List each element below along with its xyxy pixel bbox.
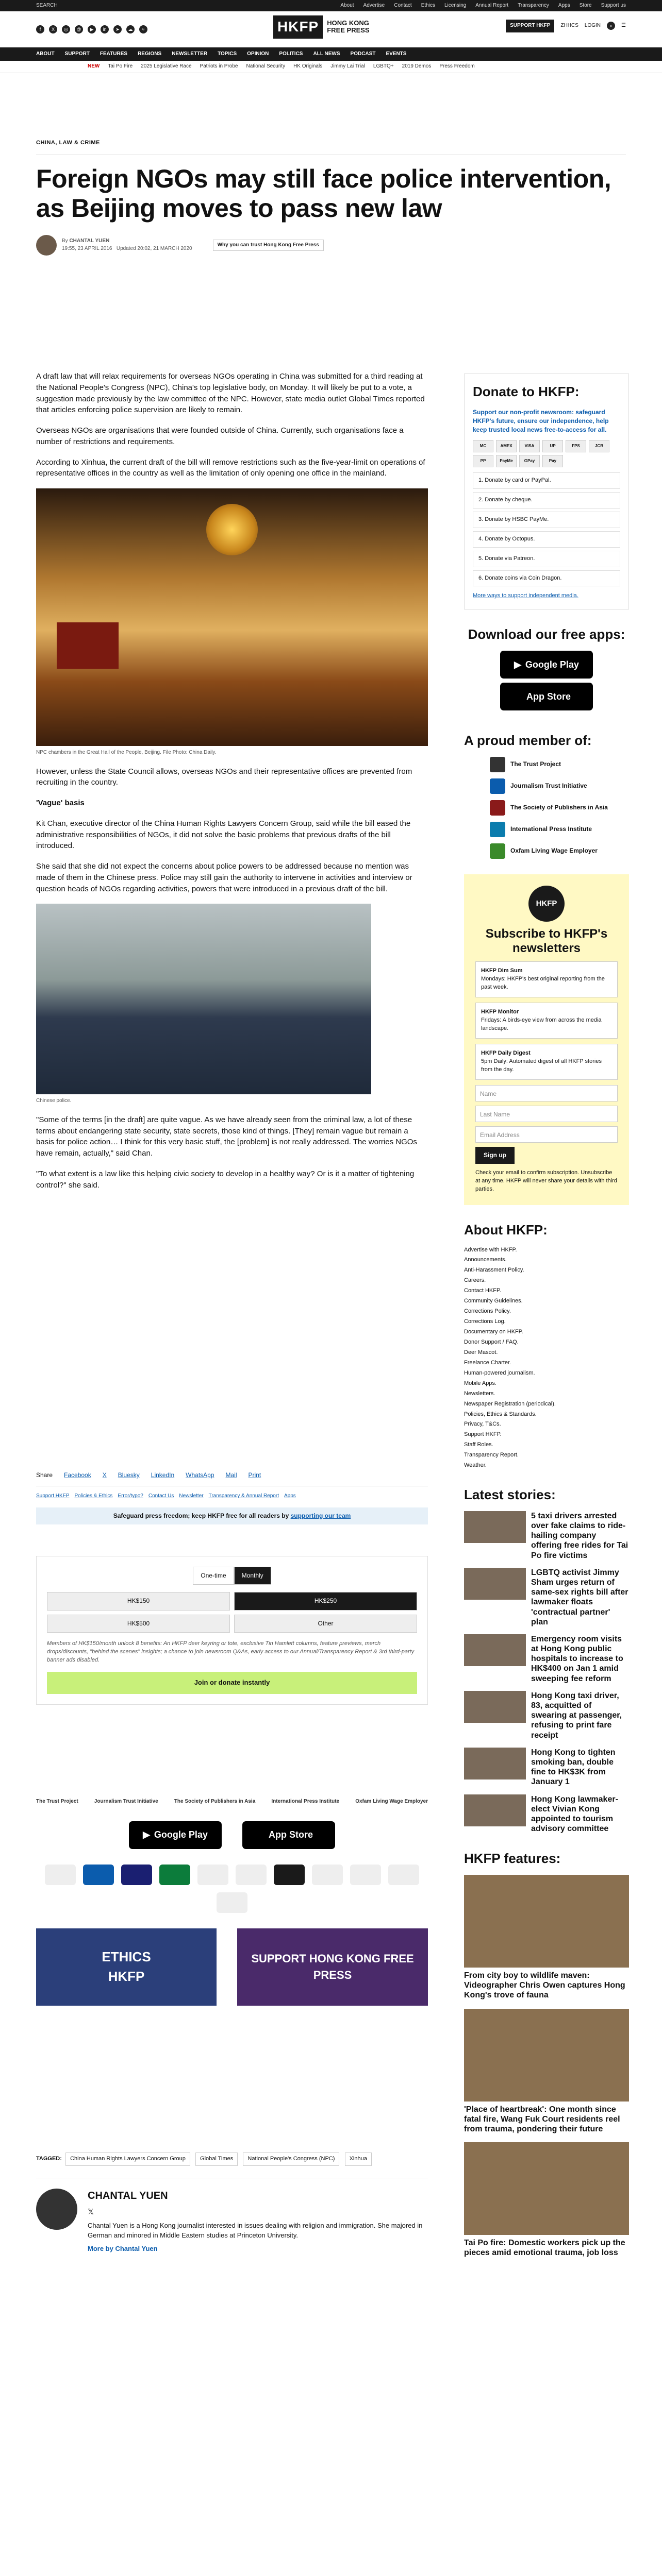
latest-title: Latest stories: <box>464 1487 556 1503</box>
police-photo <box>36 904 371 1094</box>
story-thumbnail[interactable] <box>464 1634 526 1666</box>
about-item[interactable]: Deer Mascot. <box>464 1349 498 1355</box>
site-logo[interactable]: HKFP HONG KONG FREE PRESS <box>273 15 370 39</box>
tag[interactable]: China Human Rights Lawyers Concern Group <box>65 2153 190 2166</box>
about-item[interactable]: Corrections Log. <box>464 1318 506 1325</box>
payme-icon: PayMe <box>496 455 517 467</box>
about-item[interactable]: Human-powered journalism. <box>464 1369 535 1376</box>
promo-ads <box>36 1928 428 2006</box>
tab-monthly[interactable]: Monthly <box>234 1567 271 1585</box>
facebook-icon[interactable]: f <box>36 25 44 33</box>
amount-other[interactable]: Other <box>234 1615 417 1633</box>
latest-story[interactable] <box>464 1794 629 1834</box>
google-play-button[interactable]: ▶ Google Play <box>129 1821 222 1849</box>
npc-photo <box>36 488 428 746</box>
trending-item[interactable]: Jimmy Lai Trial <box>330 63 365 70</box>
top-bar <box>0 0 662 11</box>
name-input[interactable]: Name <box>475 1085 618 1101</box>
feature-title[interactable]: Tai Po fire: Domestic workers pick up the pieces amid emotional trauma, job loss <box>464 2239 625 2258</box>
nav-item[interactable]: ABOUT <box>36 50 55 57</box>
share-mail[interactable]: Mail <box>225 1471 237 1479</box>
feature-story[interactable] <box>464 2009 629 2134</box>
login-link[interactable]: LOGIN <box>584 23 601 28</box>
paragraph: "To what extent is a law like this helping civic society to develop in a healthy way? Or is it a matter of tightening control?" she said. <box>36 1169 415 1190</box>
story-title[interactable]: Hong Kong taxi driver, 83, acquitted of swearing at passenger, refusing to print fare receipt <box>531 1691 622 1740</box>
search-icon[interactable]: ⌕ <box>607 22 615 30</box>
footer-link[interactable]: Contact Us <box>148 1493 174 1499</box>
latest-story[interactable] <box>464 1568 629 1627</box>
about-item[interactable]: Newspaper Registration (periodical). <box>464 1400 556 1407</box>
top-link[interactable]: Licensing <box>444 2 467 8</box>
trending-item[interactable]: 2025 Legislative Race <box>141 63 192 70</box>
about-item[interactable]: Contact HKFP. <box>464 1287 501 1294</box>
top-link[interactable]: About <box>340 2 354 8</box>
trust-link[interactable]: Why you can trust Hong Kong Free Press <box>213 240 324 251</box>
author-photo[interactable] <box>36 2189 77 2230</box>
members-panel <box>464 731 629 859</box>
support-ad[interactable]: SUPPORT HONG KONG FREE PRESS <box>237 1928 428 2006</box>
donate-intro[interactable]: Support our non-profit newsroom: safeguard HKFP's future, ensure our independence, help keep trusted local news free-to-access for all. <box>473 408 609 434</box>
story-title[interactable]: Emergency room visits at Hong Kong public hospitals to increase to HK$400 on Jan 1 amid sweeping fee reform <box>531 1634 623 1683</box>
share-linkedin[interactable]: LinkedIn <box>151 1471 175 1479</box>
trending-item[interactable]: HK Originals <box>293 63 323 70</box>
social-icons <box>36 25 147 33</box>
feature-story[interactable] <box>464 1875 629 2001</box>
share-label: Share <box>36 1471 53 1479</box>
nav-item[interactable]: SUPPORT <box>64 50 90 57</box>
ethics-ad[interactable]: ETHICS HKFP <box>36 1928 217 2006</box>
trending-item[interactable]: National Security <box>246 63 286 70</box>
share-row <box>36 1471 428 1524</box>
amount-150[interactable]: HK$150 <box>47 1592 230 1610</box>
google-play-button[interactable]: ▶ Google Play <box>500 651 593 679</box>
footer-badges <box>36 1798 428 2006</box>
latest-story[interactable] <box>464 1748 629 1787</box>
donate-method[interactable]: 1. Donate by card or PayPal. <box>473 472 620 489</box>
tab-one-time[interactable]: One-time <box>193 1567 234 1585</box>
story-thumbnail[interactable] <box>464 1691 526 1723</box>
footer-link[interactable]: Policies & Ethics <box>74 1493 113 1499</box>
nav-item[interactable]: FEATURES <box>100 50 128 57</box>
alipay-icon <box>274 1865 305 1885</box>
paragraph: She said that she did not expect the concerns about police powers to be addressed because no mention was made of them in the Chinese press. Police may still gain the authority to intervene in activities and interview or question heads of NGOs regarding activities, powers that were introduced in a previous draft of the bill. <box>36 862 412 893</box>
more-ways-link[interactable]: More ways to support independent media. <box>473 592 578 599</box>
share-facebook[interactable]: Facebook <box>64 1471 91 1479</box>
about-panel <box>464 1221 629 1470</box>
latest-story[interactable] <box>464 1691 629 1740</box>
top-link[interactable]: Contact <box>394 2 412 8</box>
newsletter-panel <box>464 874 629 1205</box>
apps-title: Download our free apps: <box>468 626 625 642</box>
story-title[interactable]: Hong Kong to tighten smoking ban, double fine to HK$3K from January 1 <box>531 1748 616 1787</box>
about-item[interactable]: Anti-Harassment Policy. <box>464 1267 524 1274</box>
about-item[interactable]: Community Guidelines. <box>464 1298 523 1304</box>
youtube-icon[interactable]: ▶ <box>88 25 96 33</box>
trending-item[interactable]: LGBTQ+ <box>373 63 394 70</box>
top-link[interactable]: Ethics <box>421 2 435 8</box>
story-thumbnail[interactable] <box>464 1748 526 1780</box>
member-trust-project[interactable]: The Trust Project <box>490 757 629 772</box>
sidebar <box>464 374 629 2266</box>
share-print[interactable]: Print <box>248 1471 261 1479</box>
about-item[interactable]: Donor Support / FAQ. <box>464 1338 519 1345</box>
rss-icon[interactable]: ≈ <box>139 25 147 33</box>
play-icon: ▶ <box>143 1829 150 1840</box>
tags-label: TAGGED: <box>36 2156 62 2162</box>
member-badge[interactable]: The Society of Publishers in Asia <box>174 1799 256 1804</box>
paragraph: However, unless the State Council allows, overseas NGOs and their representative offices are prevented from recruiting in the country. <box>36 767 412 787</box>
feature-image[interactable] <box>464 2009 629 2102</box>
donate-method[interactable]: 3. Donate by HSBC PayMe. <box>473 512 620 528</box>
main-nav <box>0 47 662 61</box>
mastercard-icon: MC <box>473 440 493 452</box>
feature-title[interactable]: From city boy to wildlife maven: Videographer Chris Owen captures Hong Kong's trove of fauna <box>464 1971 625 2000</box>
newsletter-option[interactable]: HKFP Dim Sum Mondays: HKFP's best original reporting from the past week. <box>475 961 618 997</box>
last-name-input[interactable]: Last Name <box>475 1106 618 1122</box>
donate-title: Donate to HKFP: <box>473 384 580 399</box>
share-whatsapp[interactable]: WhatsApp <box>186 1471 214 1479</box>
top-link[interactable]: Store <box>579 2 592 8</box>
donate-method[interactable]: 4. Donate by Octopus. <box>473 531 620 548</box>
footer-links <box>36 1493 428 1500</box>
member-badge[interactable]: The Trust Project <box>36 1799 78 1804</box>
visa-icon: VISA <box>519 440 540 452</box>
trending-bar <box>0 61 662 73</box>
applepay-icon <box>217 1892 247 1913</box>
about-item[interactable]: Mobile Apps. <box>464 1380 496 1386</box>
donate-method[interactable]: 2. Donate by cheque. <box>473 492 620 509</box>
paypal-icon: PP <box>473 455 493 467</box>
about-item[interactable]: Freelance Charter. <box>464 1359 511 1366</box>
applepay-icon: Pay <box>542 455 563 467</box>
jcb-icon <box>350 1865 381 1885</box>
about-item[interactable]: Support HKFP. <box>464 1431 502 1438</box>
image-caption: Chinese police. <box>36 1098 72 1104</box>
oxfam-icon <box>490 843 505 859</box>
footer-link[interactable]: Error/typo? <box>118 1493 143 1499</box>
about-item[interactable]: Weather. <box>464 1462 487 1469</box>
fps-icon <box>197 1865 228 1885</box>
latest-story[interactable] <box>464 1511 629 1561</box>
fps-icon: FPS <box>566 440 586 452</box>
app-store-button[interactable]: App Store <box>242 1821 335 1849</box>
paragraph: Overseas NGOs are organisations that were founded outside of China. Currently, such organisations face a number of restrictions and requirements. <box>36 426 404 446</box>
gpay-icon: GPay <box>519 455 540 467</box>
member-badge[interactable]: International Press Institute <box>271 1799 340 1804</box>
support-hkfp-button[interactable]: SUPPORT HKFP <box>506 20 554 32</box>
member-oxfam[interactable]: Oxfam Living Wage Employer <box>490 843 629 859</box>
menu-icon[interactable]: ☰ <box>621 23 626 28</box>
author-bio <box>36 2189 428 2254</box>
story-title[interactable]: LGBTQ activist Jimmy Sham urges return of same-sex rights bill after lawmaker floats 'contractual partner' plan <box>531 1568 628 1626</box>
signup-button[interactable]: Sign up <box>475 1147 515 1164</box>
newsletter-option[interactable]: HKFP Daily Digest 5pm Daily: Automated digest of all HKFP stories from the day. <box>475 1044 618 1080</box>
feature-title[interactable]: 'Place of heartbreak': One month since fatal fire, Wang Fuk Court residents reel from trauma, pondering their future <box>464 2105 620 2133</box>
share-x[interactable]: X <box>102 1471 107 1479</box>
amount-250[interactable]: HK$250 <box>234 1592 417 1610</box>
trending-item[interactable]: 2019 Demos <box>402 63 432 70</box>
support-team-link[interactable]: supporting our team <box>290 1512 351 1519</box>
telegram-icon[interactable]: ➤ <box>113 25 122 33</box>
jcb-icon: JCB <box>589 440 609 452</box>
search-link[interactable]: SEARCH <box>36 2 58 8</box>
member-jti[interactable]: Journalism Trust Initiative <box>490 778 629 794</box>
x-icon[interactable]: 𝕏 <box>88 2207 94 2216</box>
logo-line2: FREE PRESS <box>327 26 370 35</box>
amex-icon <box>83 1865 114 1885</box>
about-item[interactable]: Announcements. <box>464 1257 507 1263</box>
gpay-icon <box>388 1865 419 1885</box>
paragraph: A draft law that will relax requirements for overseas NGOs operating in China was submitted for a third reading at the National People's Congress (NPC), China's top legislative body, on Monday. It will likely be put to a vote, a suggestion made previously by the law committee of the NPC. However, state media outlet Global Times reported that articles enforcing police supervision are likely to remain. <box>36 372 425 415</box>
features-list <box>464 1875 629 2258</box>
newsletter-title: Subscribe to HKFP's newsletters <box>485 926 608 956</box>
donate-widget <box>36 1556 428 1705</box>
about-item[interactable]: Careers. <box>464 1277 486 1284</box>
tag[interactable]: Global Times <box>195 2153 238 2166</box>
join-donate-button[interactable]: Join or donate instantly <box>47 1672 417 1694</box>
hkfp-badge-icon: HKFP <box>528 886 565 922</box>
trending-item[interactable]: Press Freedom <box>439 63 475 70</box>
feature-image[interactable] <box>464 1875 629 1968</box>
member-sopa[interactable]: The Society of Publishers in Asia <box>490 800 629 816</box>
nav-item[interactable]: OPINION <box>247 50 269 57</box>
nav-item[interactable]: ALL NEWS <box>313 50 340 57</box>
paragraph: According to Xinhua, the current draft of the bill will remove restrictions such as the five-year-limit on operations of representative offices in the country as well as the limitation of only opening one office in the mainland. <box>36 457 425 478</box>
bio-name[interactable]: CHANTAL YUEN <box>88 2190 168 2201</box>
paragraph: "Some of the terms [in the draft] are quite vague. As we have already seen from the criminal law, a lot of these terms about endangering state security, state secrets, those kind of things. [They] remain vague but remain a basis for police action… I think for this very basic stuff, the [problem] is not really addressed. The worries NGOs have remain, actually," said Chan. <box>36 1115 417 1158</box>
share-bluesky[interactable]: Bluesky <box>118 1471 140 1479</box>
about-item[interactable]: Advertise with HKFP. <box>464 1246 517 1253</box>
donate-method[interactable]: 6. Donate coins via Coin Dragon. <box>473 570 620 587</box>
tag[interactable]: National People's Congress (NPC) <box>243 2153 339 2166</box>
email-input[interactable]: Email Address <box>475 1126 618 1143</box>
footer-link[interactable]: Newsletter <box>179 1493 204 1499</box>
about-item[interactable]: Documentary on HKFP. <box>464 1329 523 1335</box>
top-link[interactable]: Advertise <box>363 2 385 8</box>
bluesky-icon[interactable]: ☁ <box>126 25 135 33</box>
paragraph: Kit Chan, executive director of the China Human Rights Lawyers Concern Group, said while the bill eased the administrative responsibilities of NGOs, it did not solve the basic problems that previous drafts of the bill introduced. <box>36 819 411 851</box>
by-label: By <box>62 238 68 244</box>
article-body <box>36 371 428 1200</box>
member-badge[interactable]: Journalism Trust Initiative <box>94 1799 158 1804</box>
donate-note: Members of HK$150/month unlock 8 benefits: An HKFP deer keyring or tote, exclusive Tin Hamlett columns, feature previews, merch drops/discounts, "behind the scenes" insights; a chance to join newsroom Q&As, early access to our Annual/Transparency Report & 3rd third-party banner ads disabled. <box>47 1640 415 1664</box>
publish-date: 19:55, 23 APRIL 2016 <box>62 245 112 251</box>
features-title: HKFP features: <box>464 1851 561 1867</box>
x-icon[interactable]: X <box>49 25 57 33</box>
app-store-button[interactable]: App Store <box>500 683 593 710</box>
about-item[interactable]: Staff Roles. <box>464 1442 493 1448</box>
stage <box>57 622 119 669</box>
nav-item[interactable]: POLITICS <box>279 50 303 57</box>
author-name[interactable]: CHANTAL YUEN <box>69 238 110 244</box>
latest-list <box>464 1511 629 1834</box>
feature-story[interactable] <box>464 2142 629 2258</box>
top-link[interactable]: Annual Report <box>475 2 509 8</box>
features-panel <box>464 1849 629 2258</box>
about-list <box>464 1246 629 1470</box>
logo-line1: HONG KONG <box>327 19 369 27</box>
story-thumbnail[interactable] <box>464 1568 526 1600</box>
story-thumbnail[interactable] <box>464 1511 526 1543</box>
newsletter-option[interactable]: HKFP Monitor Fridays: A birds-eye view from across the media landscape. <box>475 1003 618 1039</box>
ipi-icon <box>490 822 505 837</box>
nav-item[interactable]: TOPICS <box>218 50 237 57</box>
threads-icon[interactable]: @ <box>75 25 83 33</box>
language-switch[interactable]: ZHHCS <box>560 23 578 28</box>
top-link[interactable]: Support us <box>601 2 626 8</box>
updated-date: Updated 20:02, 21 MARCH 2020 <box>116 245 192 251</box>
octopus-icon <box>236 1865 267 1885</box>
member-ipi[interactable]: International Press Institute <box>490 822 629 837</box>
amex-icon: AMEX <box>496 440 517 452</box>
nav-item[interactable]: NEWSLETTER <box>172 50 208 57</box>
payme-icon <box>312 1865 343 1885</box>
about-item[interactable]: Privacy, T&Cs. <box>464 1421 501 1428</box>
trending-item[interactable]: Patriots in Probe <box>200 63 238 70</box>
story-title[interactable]: 5 taxi drivers arrested over fake claims to ride-hailing company offering free rides for Tai Po fire victims <box>531 1511 628 1560</box>
latest-panel <box>464 1485 629 1834</box>
instagram-icon[interactable]: ◎ <box>62 25 70 33</box>
article-category[interactable]: CHINA, LAW & CRIME <box>36 140 100 146</box>
jti-icon <box>490 778 505 794</box>
support-pitch: Safeguard press freedom; keep HKFP free for all readers by supporting our team <box>36 1507 428 1524</box>
top-link[interactable]: Apps <box>558 2 570 8</box>
header-actions <box>506 20 626 32</box>
section-heading: 'Vague' basis <box>36 799 85 807</box>
payment-icons <box>36 1865 428 1913</box>
story-title[interactable]: Hong Kong lawmaker-elect Vivian Kong appointed to tourism advisory committee <box>531 1794 618 1834</box>
newsletter-note: Check your email to confirm subscription. Unsubscribe at any time. HKFP will never share your details with third parties. <box>475 1170 617 1192</box>
feature-image[interactable] <box>464 2142 629 2235</box>
nav-item[interactable]: EVENTS <box>386 50 407 57</box>
more-by-author[interactable]: More by Chantal Yuen <box>88 2245 158 2253</box>
payment-icons <box>473 440 620 467</box>
image-caption: NPC chambers in the Great Hall of the People, Beijing. File Photo: China Daily. <box>36 750 217 755</box>
donate-panel <box>464 374 629 609</box>
members-title: A proud member of: <box>464 732 592 748</box>
about-item[interactable]: Transparency Report. <box>464 1452 519 1459</box>
nav-item[interactable]: REGIONS <box>138 50 162 57</box>
amount-500[interactable]: HK$500 <box>47 1615 230 1633</box>
nav-item[interactable]: PODCAST <box>350 50 376 57</box>
footer-link[interactable]: Transparency & Annual Report <box>208 1493 279 1499</box>
about-item[interactable]: Corrections Policy. <box>464 1308 511 1315</box>
visa-icon <box>121 1865 152 1885</box>
tag[interactable]: Xinhua <box>345 2153 372 2166</box>
unionpay-icon: UP <box>542 440 563 452</box>
author-avatar[interactable] <box>36 235 57 256</box>
apps-panel <box>464 625 629 710</box>
sopa-icon <box>490 800 505 816</box>
trust-project-icon <box>490 757 505 772</box>
member-badge[interactable]: Oxfam Living Wage Employer <box>355 1799 428 1804</box>
trending-item[interactable]: Tai Po Fire <box>108 63 133 70</box>
footer-link[interactable]: Apps <box>284 1493 296 1499</box>
article-title: Foreign NGOs may still face police intervention, as Beijing moves to pass new law <box>36 164 611 223</box>
bio-text: Chantal Yuen is a Hong Kong journalist interested in issues dealing with religion and immigration. She majored in German and minored in Middle Eastern studies at Princeton University. <box>88 2221 423 2239</box>
article-header <box>36 139 626 256</box>
play-icon: ▶ <box>514 659 521 670</box>
unionpay-icon <box>159 1865 190 1885</box>
trending-label: NEW <box>88 63 100 70</box>
footer-link[interactable]: Support HKFP <box>36 1493 70 1499</box>
linkedin-icon[interactable]: in <box>101 25 109 33</box>
tags-section <box>36 2151 428 2254</box>
about-item[interactable]: Newsletters. <box>464 1390 495 1397</box>
about-title: About HKFP: <box>464 1222 548 1238</box>
top-link[interactable]: Transparency <box>518 2 549 8</box>
story-thumbnail[interactable] <box>464 1794 526 1826</box>
ceiling-star <box>206 504 258 555</box>
byline <box>36 235 626 256</box>
about-item[interactable]: Policies, Ethics & Standards. <box>464 1411 537 1417</box>
donate-method[interactable]: 5. Donate via Patreon. <box>473 551 620 567</box>
mastercard-icon <box>45 1865 76 1885</box>
latest-story[interactable] <box>464 1634 629 1684</box>
